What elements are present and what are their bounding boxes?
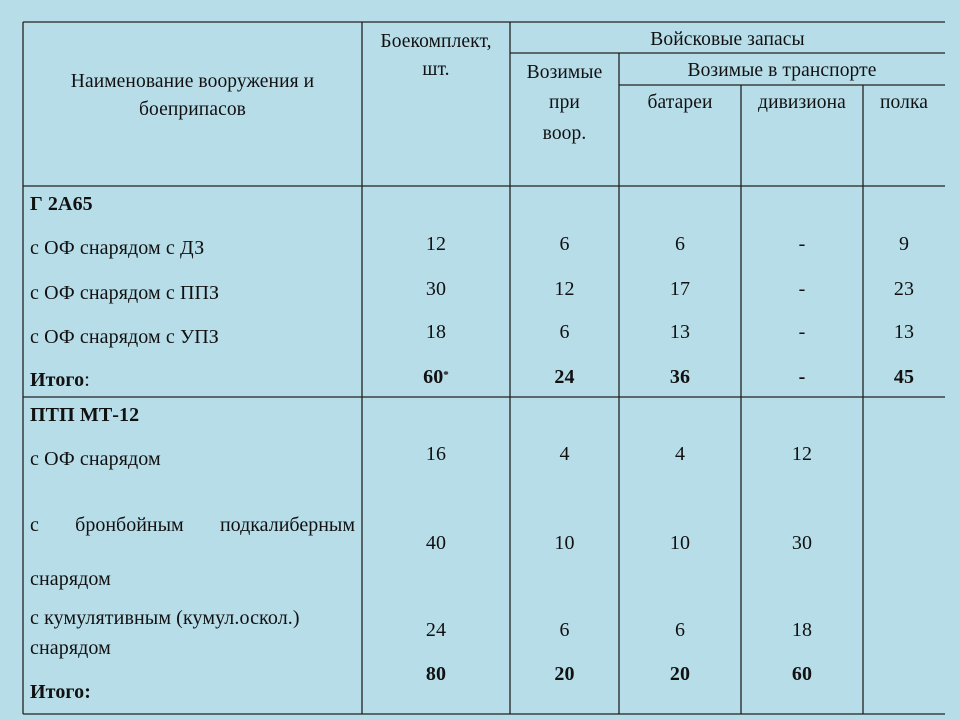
group2-total-label: Итого: (30, 681, 91, 703)
group2-row1-division: 12 (791, 443, 813, 465)
group1-row2-battery: 17 (669, 278, 691, 300)
group2-row2-name-line2: снарядом (30, 568, 111, 590)
group1-total-battery: 36 (669, 366, 691, 388)
group1-row1-battery: 6 (674, 233, 686, 255)
group2-row3-carried: 6 (559, 619, 570, 641)
group2-row2-name-line1 (30, 513, 355, 537)
group1-total-bk-footnote-mark: * (443, 369, 449, 381)
group1-total-carried: 24 (554, 366, 575, 388)
group2-row3-division: 18 (791, 619, 813, 641)
header-transport: Возимые в транспорте (687, 60, 877, 81)
group2-row1-bk: 16 (425, 443, 447, 465)
group2-row1-name: с ОФ снарядом (30, 448, 161, 470)
group1-total-colon: : (84, 369, 90, 391)
group2-row2-division: 30 (791, 532, 813, 554)
group1-row1-name: с ОФ снарядом с ДЗ (30, 237, 205, 259)
header-carried-line2: при (549, 92, 580, 113)
group2-row2-carried: 10 (554, 532, 575, 554)
header-bk-line2: шт. (422, 59, 450, 80)
group2-title: ПТП МТ-12 (30, 404, 140, 426)
group1-title: Г 2А65 (30, 193, 93, 215)
group2-total-carried: 20 (554, 663, 575, 685)
group1-total-division: - (798, 366, 806, 388)
group2-row3-battery: 6 (674, 619, 686, 641)
header-name-line2: боеприпасов (139, 99, 246, 120)
group1-row3-battery: 13 (669, 321, 691, 343)
group2-row2-word1: с (30, 514, 39, 536)
header-carried-line1: Возимые (526, 62, 603, 83)
header-bk-line1: Боекомплект, (380, 31, 492, 52)
group2-row3-name-line2: снарядом (30, 637, 111, 659)
header-division: дивизиона (758, 92, 846, 113)
header-carried-line3: воор. (542, 123, 587, 144)
group1-total-regiment: 45 (893, 366, 915, 388)
group2-row2-battery: 10 (669, 532, 691, 554)
group2-row2-word3: подкалиберным (219, 514, 355, 536)
group1-row2-carried: 12 (554, 278, 575, 300)
group1-row2-regiment: 23 (893, 278, 915, 300)
group1-row3-division: - (798, 321, 806, 343)
group1-row1-carried: 6 (559, 233, 570, 255)
group2-total-battery: 20 (669, 663, 691, 685)
group2-row1-battery: 4 (674, 443, 686, 465)
group2-row2-bk: 40 (425, 532, 447, 554)
group2-row2-word2: бронбойным (75, 514, 184, 536)
header-regiment: полка (880, 92, 928, 113)
group1-row1-bk: 12 (425, 233, 447, 255)
group2-row3-bk: 24 (425, 619, 447, 641)
group1-total-label (30, 368, 90, 392)
header-troop-stock: Войсковые запасы (650, 29, 805, 50)
group1-row3-bk: 18 (425, 321, 447, 343)
group2-total-bk: 80 (425, 663, 447, 685)
group2-row3-name-line1: с кумулятивным (кумул.оскол.) (30, 607, 300, 629)
group2-total-division: 60 (791, 663, 813, 685)
group1-row2-name: с ОФ снарядом с ППЗ (30, 282, 220, 304)
group1-row3-name: с ОФ снарядом с УПЗ (30, 326, 219, 348)
group1-row1-regiment: 9 (898, 233, 910, 255)
header-name-line1: Наименование вооружения и (70, 71, 315, 92)
group1-row2-division: - (798, 278, 806, 300)
header-battery: батареи (647, 92, 713, 113)
group1-total-bk-value: 60 (423, 366, 444, 388)
group2-row1-carried: 4 (559, 443, 570, 465)
group1-total-label-text: Итого (30, 369, 85, 391)
group1-row3-carried: 6 (559, 321, 570, 343)
group1-total-bk (362, 365, 510, 389)
group1-row2-bk: 30 (425, 278, 447, 300)
group1-row1-division: - (798, 233, 806, 255)
group1-row3-regiment: 13 (893, 321, 915, 343)
